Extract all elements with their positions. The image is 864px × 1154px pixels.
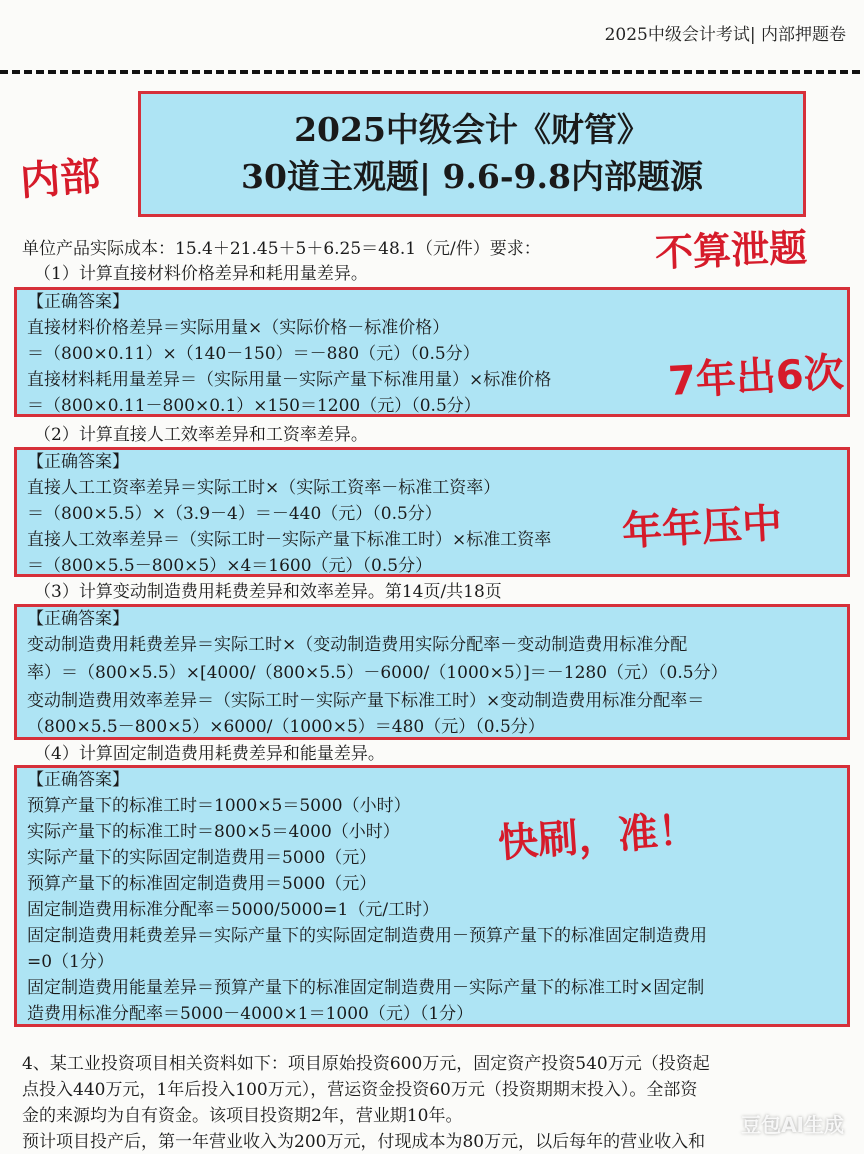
ai-watermark: 豆包AI生成: [741, 1113, 844, 1137]
answer-line: （800×5.5－800×5）×6000/（1000×5）＝480（元）（0.5分）: [27, 717, 545, 737]
handwritten-note-not-leak: 不算泄题: [654, 225, 808, 275]
answer-line: 预算产量下的标准工时＝1000×5＝5000（小时）: [27, 796, 411, 816]
answer-line: 实际产量下的标准工时＝800×5＝4000（小时）: [27, 822, 400, 842]
answer-line: 直接材料耗用量差异＝（实际用量－实际产量下标准用量）×标准价格: [27, 370, 552, 390]
question-5-line: 点投入440万元，1年后投入100万元），营运资金投资60万元（投资期期末投入）。全部资: [22, 1080, 698, 1100]
handwritten-note-every-year: 年年压中: [620, 500, 784, 555]
answer-box-3: [14, 604, 850, 740]
question-4: （4）计算固定制造费用耗费差异和能量差异。: [34, 744, 385, 764]
answer-label: 【正确答案】: [27, 452, 129, 472]
question-5-line: 金的来源均为自有资金。该项目投资期2年，营业期10年。: [22, 1106, 463, 1126]
question-2: （2）计算直接人工效率差异和工资率差异。: [34, 425, 368, 445]
title-line-2: 30道主观题| 9.6-9.8内部题源: [241, 157, 703, 196]
answer-line: 固定制造费用能量差异＝预算产量下的标准固定制造费用－实际产量下的标准工时×固定制: [27, 978, 705, 998]
question-5-line: 预计项目投产后，第一年营业收入为200万元，付现成本为80万元，以后每年的营业收入和: [22, 1132, 706, 1152]
title-line-1: 2025中级会计《财管》: [294, 110, 650, 149]
answer-line: 预算产量下的标准固定制造费用＝5000（元）: [27, 874, 377, 894]
dashed-divider: [0, 70, 864, 74]
answer-line: 变动制造费用效率差异＝（实际工时－实际产量下标准工时）×变动制造费用标准分配率＝: [27, 691, 705, 711]
answer-line: 固定制造费用耗费差异＝实际产量下的实际固定制造费用－预算产量下的标准固定制造费用: [27, 926, 707, 946]
answer-line: 直接人工工资率差异＝实际工时×（实际工资率－标准工资率）: [27, 478, 501, 498]
question-5-line: 4、某工业投资项目相关资料如下：项目原始投资600万元，固定资产投资540万元（投资起: [22, 1054, 710, 1074]
answer-line: 固定制造费用标准分配率＝5000/5000=1（元/工时）: [27, 900, 440, 920]
title-banner: [138, 91, 806, 217]
answer-line: 实际产量下的实际固定制造费用＝5000（元）: [27, 848, 377, 868]
answer-label: 【正确答案】: [27, 609, 129, 629]
answer-line: ＝（800×5.5）×（3.9－4）＝－440（元）（0.5分）: [27, 504, 442, 524]
question-1: （1）计算直接材料价格差异和耗用量差异。: [34, 264, 368, 284]
answer-line: 造费用标准分配率＝5000－4000×1＝1000（元）（1分）: [27, 1004, 474, 1024]
answer-line: =0（1分）: [27, 952, 114, 972]
answer-line: 直接人工效率差异＝（实际工时－实际产量下标准工时）×标准工资率: [27, 530, 552, 550]
answer-line: ＝（800×5.5－800×5）×4＝1600（元）（0.5分）: [27, 556, 433, 576]
answer-line: 变动制造费用耗费差异＝实际工时×（变动制造费用实际分配率－变动制造费用标准分配: [27, 635, 688, 655]
answer-box-4: [14, 765, 850, 1027]
answer-label: 【正确答案】: [27, 770, 129, 790]
handwritten-note-internal: 内部: [18, 153, 102, 205]
answer-line: ＝（800×0.11－800×0.1）×150＝1200（元）（0.5分）: [27, 396, 481, 416]
header-title: 2025中级会计考试| 内部押题卷: [604, 25, 846, 45]
question-3: （3）计算变动制造费用耗费差异和效率差异。第14页/共18页: [34, 582, 502, 602]
handwritten-note-frequency: 7年出6次: [666, 349, 845, 405]
answer-line: ＝（800×0.11）×（140－150）＝－880（元）（0.5分）: [27, 344, 480, 364]
unit-cost-line: 单位产品实际成本：15.4＋21.45＋5＋6.25＝48.1（元/件）要求：: [22, 239, 541, 259]
answer-line: 直接材料价格差异＝实际用量×（实际价格－标准价格）: [27, 318, 450, 338]
answer-label: 【正确答案】: [27, 292, 129, 312]
handwritten-note-fast-accurate: 快刷，准！: [496, 807, 700, 867]
answer-line: 率）＝（800×5.5）×[4000/（800×5.5）－6000/（1000×5）]＝－1280（元）（0.5分）: [27, 663, 728, 683]
